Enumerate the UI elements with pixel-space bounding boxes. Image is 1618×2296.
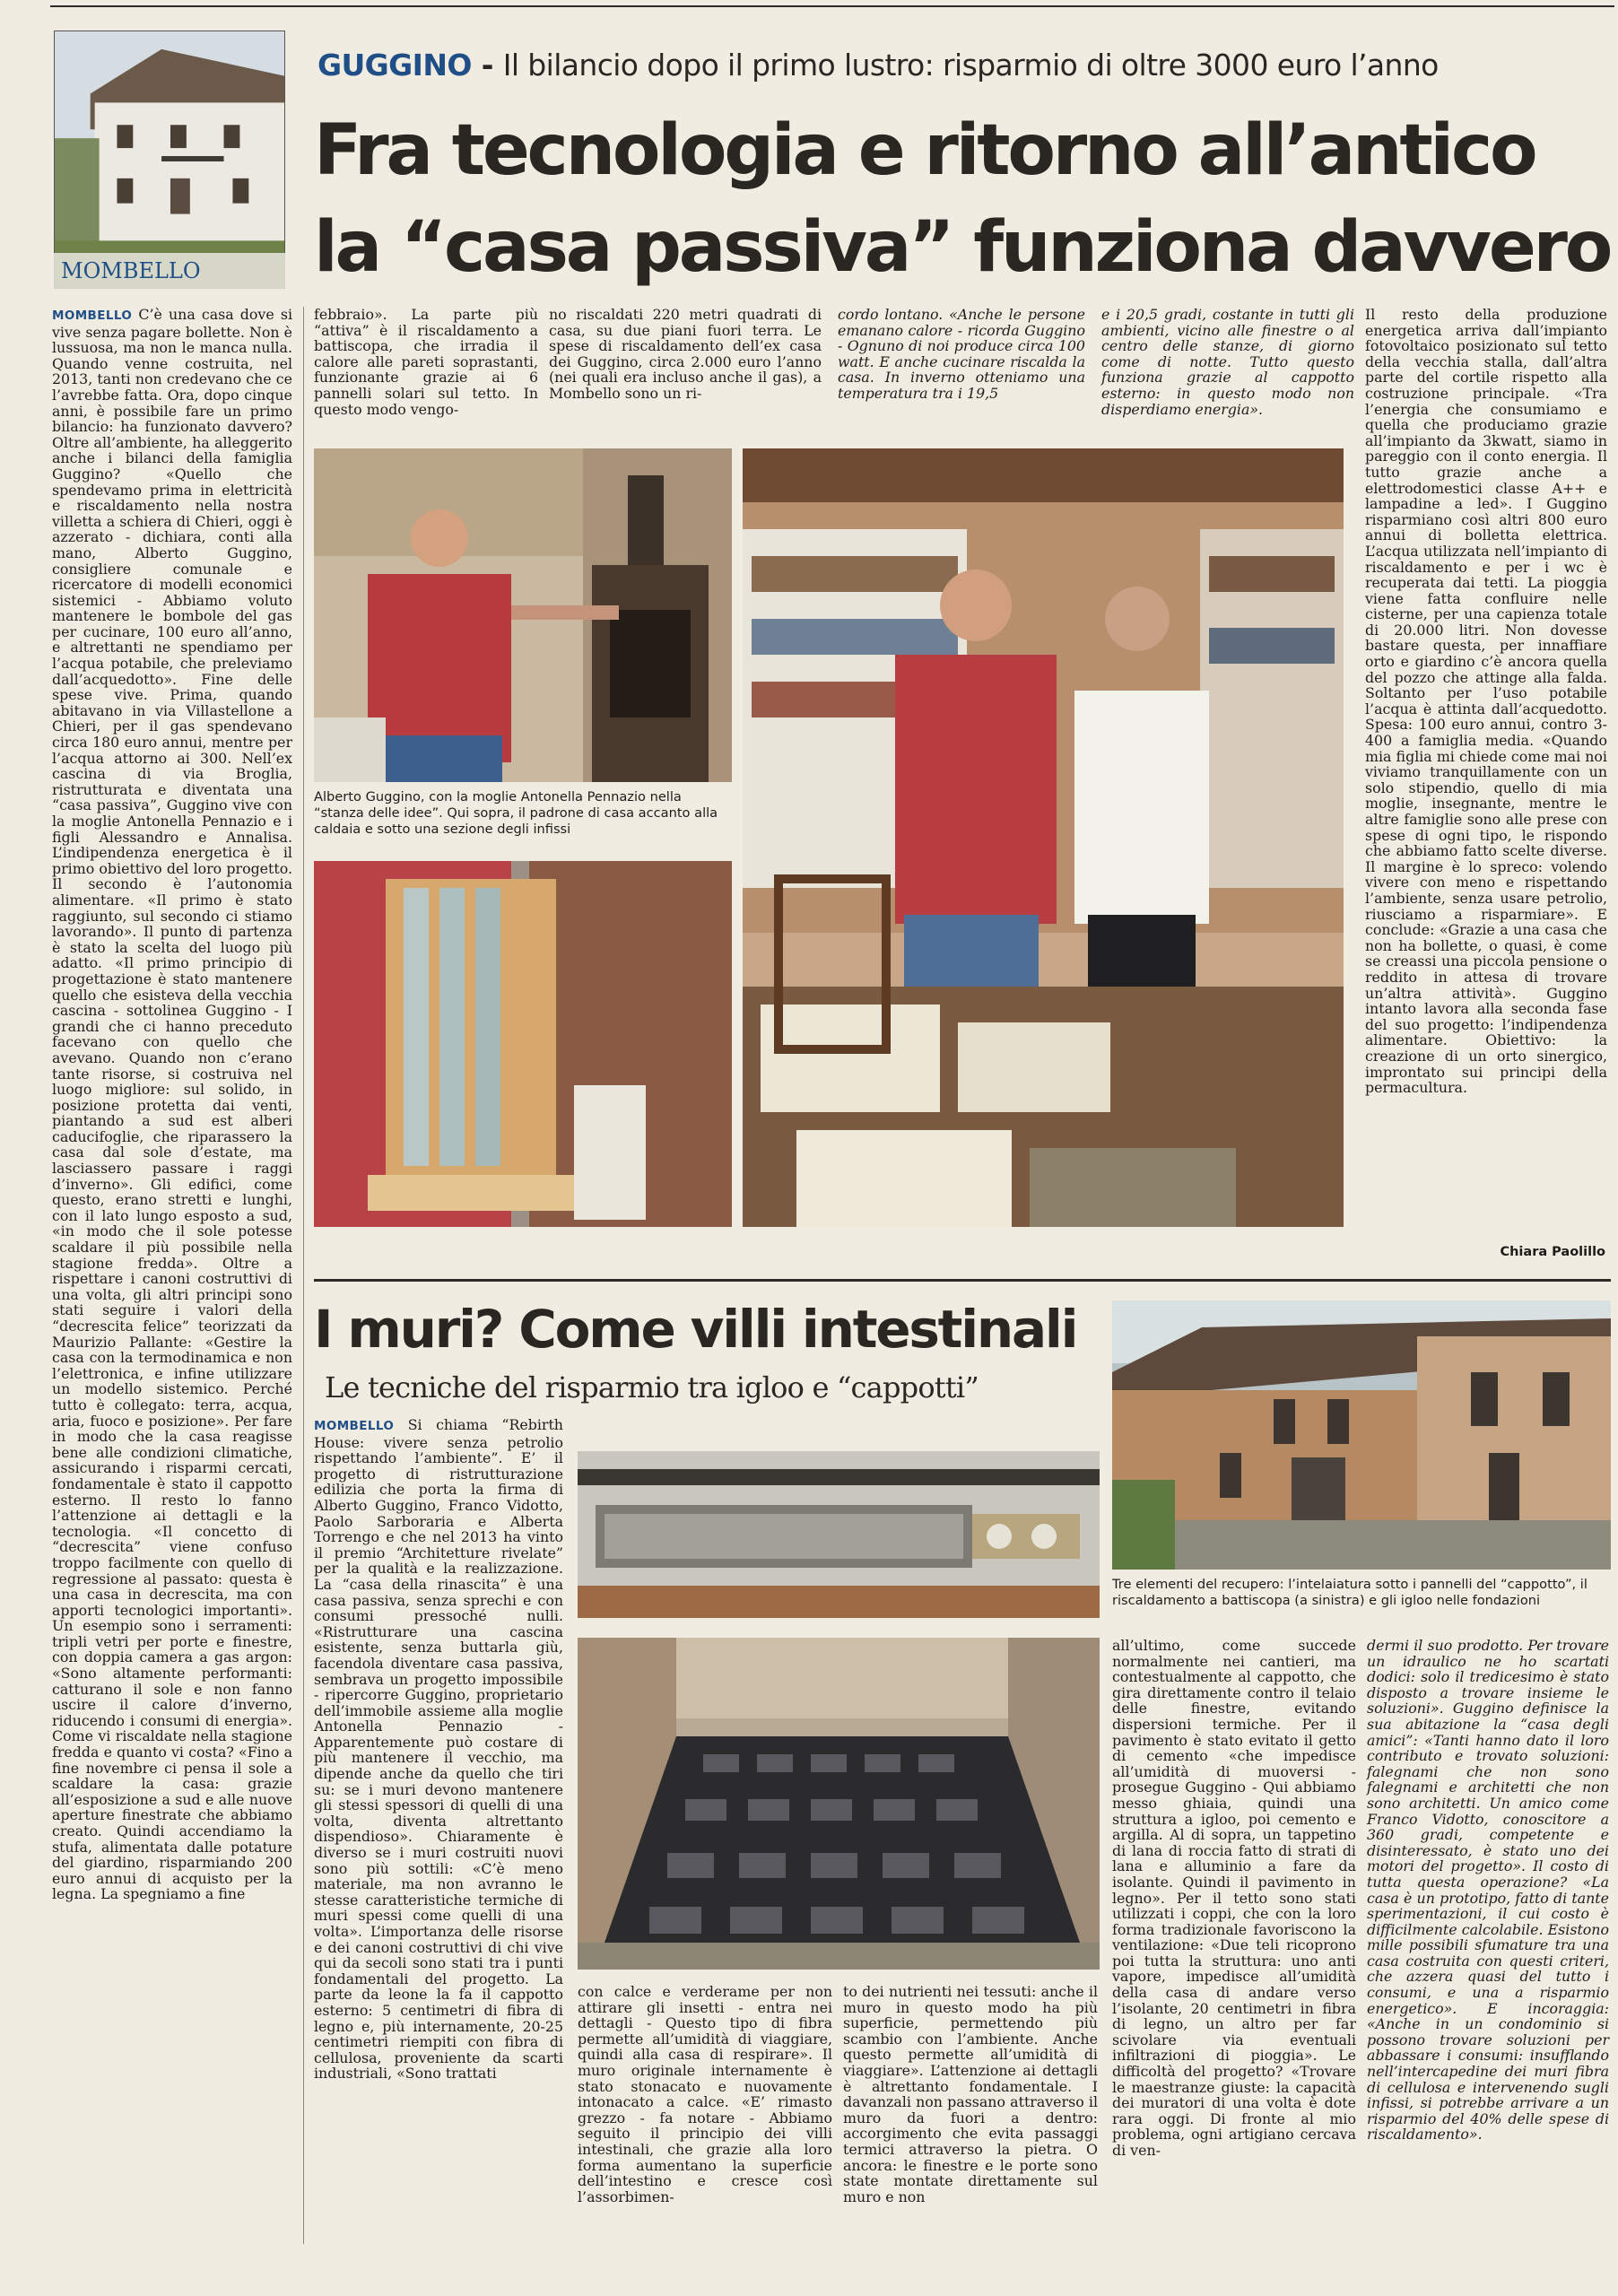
article1-col5-text: e i 20,5 gradi, costante in tutti gli ambienti, vicino alle finestre o al centro delle stanze, di giorno come di notte. Tutto questo funziona grazie al cappotto esterno: in questo modo non disperdiamo energia».: [1101, 306, 1354, 418]
photo-building-cappotto: [1112, 1300, 1611, 1570]
thumbnail-label: MOMBELLO: [54, 253, 285, 289]
article1-column-1: [52, 306, 292, 1903]
kicker-place: GUGGINO: [318, 48, 472, 83]
article1-byline: Chiara Paolillo: [1500, 1245, 1605, 1259]
article1-col2-text: febbraio». La parte più “attiva” è il riscaldamento a battiscopa, che irradia il calore alle pareti soprastanti, funzionante grazie ai 6 pannelli solari sul tetto. In questo modo vengo-: [314, 306, 538, 418]
article1-column-5: [1101, 307, 1354, 432]
headline-line-2: la “casa passiva” funziona davvero: [314, 207, 1611, 288]
article1-column-3: [549, 307, 822, 432]
column-rule-left: [303, 307, 304, 2244]
article1-column-4: [838, 307, 1085, 432]
article2-colB-text: con calce e verderame per non attirare gli insetti - entra nei dettagli - Questo tipo di fibra permette all’umidità di viaggiare, quindi alla casa di respirare». Il muro originale internamente è stato stonacato e nuovamente intonacato a calce. «E’ rimasto grezzo - fa notare - Abbiamo seguito il principio dei villi intestinali, che grazie alla loro forma aumentano la superficie dell’intestino e cresce così l’assorbimen-: [578, 1983, 832, 2205]
article1-col6-text: Il resto della produzione energetica arriva dall’impianto fotovoltaico posizionato sul tetto della vecchia stalla, dall’altra parte del cortile rispetto alla costruzione principale. «Tra l’energia che consumiamo e quella che produciamo grazie all’impianto da 3kwatt, siamo in pareggio con il conto energia. Il tutto grazie anche a elettrodomestici classe A++ e lampadine a led». I Guggino risparmiano così altri 800 euro annui di bolletta elettrica. L’acqua utilizzata nell’impianto di riscaldamento e per i wc è recuperata dai tetti. La pioggia viene fatta confluire nelle cisterne, per una capienza totale di 20.000 litri. Non dovesse bastare questa, per innaffiare orto e giardino c’è ancora quella del pozzo che attinge alla falda. Soltanto per l’uso potabile l’acqua è attinta dall’acquedotto. Spesa: 100 euro annui, contro 3-400 a famiglia media. «Quando mia figlia mi chiede come mai noi viviamo tranquillamente con un solo stipendio, quello di mia moglie, insegnante, mentre le altre famiglie sono alle prese con spese di ogni tipo, le rispondo che abbiamo fatto scelte diverse. Il margine è lo spreco: volendo vivere con meno e rispettando l’ambiente, senza usare petrolio, riusciamo a risparmiare». E conclude: «Grazie a una casa che non ha bollette, o quasi, è come se creassi una piccola pensione o reddito in attesa di trovare un’altra attività». Guggino intanto lavora alla seconda fase del suo progetto: l’indipendenza alimentare. Obiettivo: la creazione di un orto sinergico, improntato sui principi della permacultura.: [1365, 306, 1607, 1097]
kicker-line: [318, 45, 1591, 86]
thumbnail-house-photo: [54, 30, 285, 289]
article1-col4-text: cordo lontano. «Anche le persone emanano calore - ricorda Guggino - Ognuno di noi produce circa 100 watt. E anche cucinare riscalda la casa. In inverno otteniamo una temperatura tra i 19,5: [838, 306, 1085, 402]
top-rule: [50, 5, 1614, 7]
article1-column-2: [314, 307, 538, 432]
article2-column-d: [1112, 1638, 1356, 2244]
article2-colC-text: to dei nutrienti nei tessuti: anche il muro in questo modo ha più superficie, permettendo più scambio con l’ambiente. Anche questo permette all’umidità di viaggiare». L’attenzione ai dettagli è altrettanto fondamentale. I davanzali non passano attraverso il muro da fuori a dentro: accorgimento che evita passaggi termici attraverso la pietra. O ancora: le finestre e le porte sono state montate direttamente sul muro e non: [843, 1983, 1098, 2205]
headline-line-1: Fra tecnologia e ritorno all’antico: [314, 110, 1535, 191]
article1-lead: MOMBELLO: [52, 309, 133, 323]
article-separator: [314, 1279, 1611, 1282]
article1-col3-text: no riscaldati 220 metri quadrati di casa, su due piani fuori terra. Le spese di riscaldamento dell’ex casa dei Guggino, circa 2.000 euro l’anno (nei quali era incluso anche il gas), a Mombello sono un ri-: [549, 306, 822, 402]
article2-lead: MOMBELLO: [314, 1419, 395, 1433]
article2-colE-text: dermi il suo prodotto. Per trovare un idraulico ne ho scartati dodici: solo il tredicesimo è stato disposto a trovare insieme le soluzioni». Guggino definisce la sua abitazione la “casa degli amici”: «Tanti hanno dato il loro contributo e trovato soluzioni: falegnami che non sono falegnami e architetti che non sono architetti. Un amico come Franco Vidotto, conoscitore a 360 gradi, competente e disinteressato, è stato uno dei motori del progetto». Il costo di tutta questa operazione? «La casa è un prototipo, fatto di tante sperimentazioni, il cui costo è difficilmente calcolabile. Esistono mille possibili sfumature tra una casa costruita con questi criteri, che azzera quasi del tutto i consumi, e una a risparmio energetico». E incoraggia: «Anche in un condominio si possono trovare soluzioni per abbassare i consumi: insufflando nell’intercapedine dei muri fibra di cellulosa e intervenendo sugli infissi, si potrebbe arrivare a un risparmio del 40% delle spese di riscaldamento».: [1367, 1637, 1609, 2144]
kicker-sep: -: [471, 48, 503, 83]
photo-window-section: [314, 861, 732, 1227]
article2-column-e: [1367, 1638, 1609, 2244]
article2-column-b: [578, 1984, 832, 2244]
article2-subtitle: Le tecniche del risparmio tra igloo e “cappotti”: [325, 1370, 979, 1405]
article1-column-6: [1365, 307, 1607, 1222]
article2-photo-caption: Tre elementi del recupero: l’intelaiatura sotto i pannelli del “cappotto”, il riscaldamento a battiscopa (a sinistra) e gli igloo nelle fondazioni: [1112, 1577, 1588, 1608]
article1-col1-text: C’è una casa dove si vive senza pagare bollette. Non è lussuosa, ma non le manca nulla. Quando venne costruita, nel 2013, tanti non credevano che ce l’avrebbe fatta. Ora, dopo cinque anni, è possibile fare un primo bilancio: ha funzionato davvero? Oltre all’ambiente, ha alleggerito anche i bilanci della famiglia Guggino? «Quello che spendevamo prima in elettricità e riscaldamento nella nostra villetta a schiera di Chieri, oggi è azzerato - dichiara, conti alla mano, Alberto Guggino, consigliere comunale e ricercatore di modelli economici sistemici - Abbiamo voluto mantenere le bombole del gas per cucinare, 100 euro all’anno, e altrettanti ne spendiamo per l’acqua potabile, che preleviamo dall’acquedotto». Fine delle spese vive. Prima, quando abitavano in via Villastellone a Chieri, per il gas spendevano circa 180 euro annui, mentre per l’acqua attorno ai 300. Nell’ex cascina di via Broglia, ristrutturata e diventata una “casa passiva”, Guggino vive con la moglie Antonella Pennazio e i figli Alessandro e Annalisa. L’indipendenza energetica è il primo obiettivo del loro progetto. Il secondo è l’autonomia alimentare. «Il primo è stato raggiunto, sul secondo ci stiamo lavorando». Il punto di partenza è stato la scelta del luogo più adatto. «Il primo principio di progettazione è stato mantenere quello che esisteva della vecchia cascina - sottolinea Guggino - I grandi che ci hanno preceduto facevano con quello che avevano. Quando non c’erano tante risorse, si costruiva nel luogo migliore: sul solido, in posizione protetta dai venti, piantando a sud est alberi caducifoglie, che riparassero la casa dal sole d’estate, ma lasciassero passare i raggi d’inverno». Gli edifici, come questo, erano stretti e lunghi, con il lato lungo esposto a sud, «in modo che il sole potesse scaldare il più possibile nella stagione fredda». Oltre a rispettare i canoni costruttivi di una volta, gli altri principi sono stati seguire i valori della “decrescita felice” teorizzati da Maurizio Pallante: «Gestire la casa con la termodinamica e non l’elettronica, e infine utilizzare un modello sistemico. Perché tutto è collegato: terra, acqua, aria, fuoco e posizione». Per fare in modo che la casa reagisse bene alle condizioni climatiche, assicurando i risparmi cercati, fondamentale è stato il cappotto esterno. Il resto lo fanno l’attenzione ai dettagli e la tecnologia. «Il concetto di “decrescita” viene confuso troppo facilmente con quello di regressione al passato: questa è una casa in decrescita, ma con apporti tecnologici importanti». Un esempio sono i serramenti: tripli vetri per porte e finestre, con doppia camera a gas argon: «Sono altamente performanti: catturano il sole e non fanno uscire il calore d’inverno, riducendo i consumi di energia». Come vi riscaldate nella stagione fredda e quanto vi costa? «Fino a fine novembre ci pensa il sole a scaldare la casa: grazie all’esposizione a sud e alle nuove aperture finestrate che abbiamo creato. Quindi accendiamo la stufa, alimentata dalle potature del giardino, risparmiando 200 euro annui di acquisto per la legna. La spegniamo a fine: [52, 306, 292, 1903]
photo-igloo-foundations: [578, 1638, 1100, 1970]
article2-title: I muri? Come villi intestinali: [314, 1299, 1077, 1360]
photo-man-by-stove: [314, 448, 732, 782]
article2-colA-text: Si chiama “Rebirth House: vivere senza petrolio rispettando l’ambiente”. E’ il progetto di ristrutturazione edilizia che porta la firma di Alberto Guggino, Franco Vidotto, Paolo Sarboraria e Alberta Torrengo e che nel 2013 ha vinto il premio “Architetture rivelate” per la qualità e la realizzazione. La “casa della rinascita” è una casa passiva, senza sprechi e con consumi pressoché nulli. «Ristrutturare una cascina esistente, senza buttarla giù, facendola diventare casa passiva, sembrava un progetto impossibile - ripercorre Guggino, proprietario dell’immobile assieme alla moglie Antonella Pennazio - Apparentemente può costare di più mantenere il vecchio, ma dipende anche da quello che tiri su: se i muri devono mantenere gli stessi spessori di quelli di una volta, diventa altrettanto dispendioso». Chiaramente è diverso se i muri costruiti nuovi sono più sottili: «C’è meno materiale, ma non avranno le stesse caratteristiche termiche di muri spessi come quelli di una volta». L’importanza delle risorse e dei canoni costruttivi di chi vive qui da secoli sono stati tra i punti fondamentali del progetto. La parte da leone la fa il cappotto esterno: 5 centimetri di fibra di legno e, più internamente, 20-25 centimetri riempiti con fibra di cellulosa, proveniente da scarti industriali, «Sono trattati: [314, 1416, 563, 2083]
photo-couple-in-study: [743, 448, 1344, 1227]
article2-column-a: [314, 1417, 563, 2244]
article2-colD-text: all’ultimo, come succede normalmente nei cantieri, ma contestualmente al cappotto, che gira direttamente contro il telaio delle finestre, evitando dispersioni termiche. Per il pavimento è stato evitato il getto di cemento «che impedisce all’umidità di muoversi - prosegue Guggino - Qui abbiamo messo ghiaia, quindi una struttura a igloo, poi cemento e argilla. Al di sopra, un tappetino di lana di roccia fatto di strati di lana e alluminio a fare da isolante. Quindi il pavimento in legno». Per il tetto sono stati utilizzati i coppi, che con la loro forma tradizionale favoriscono la ventilazione: «Due teli ricoprono poi tutta la struttura: uno anti vapore, impedisce all’umidità della casa di andare verso l’isolante, 20 centimetri in fibra di legno, un altro per far scivolare via eventuali infiltrazioni di pioggia». Le difficoltà del progetto? «Trovare le maestranze giuste: la capacità dei muratori di una volta è dote rara oggi. Di fronte al mio problema, ogni artigiano cercava di ven-: [1112, 1637, 1356, 2159]
kicker-subtitle: Il bilancio dopo il primo lustro: risparmio di oltre 3000 euro l’anno: [502, 48, 1439, 83]
article1-photo-caption: Alberto Guggino, con la moglie Antonella Pennazio nella “stanza delle idee”. Qui sopra, il padrone di casa accanto alla caldaia e sotto una sezione degli infissi: [314, 789, 718, 837]
article2-column-c: [843, 1984, 1098, 2244]
photo-baseboard-heating: [578, 1451, 1100, 1618]
